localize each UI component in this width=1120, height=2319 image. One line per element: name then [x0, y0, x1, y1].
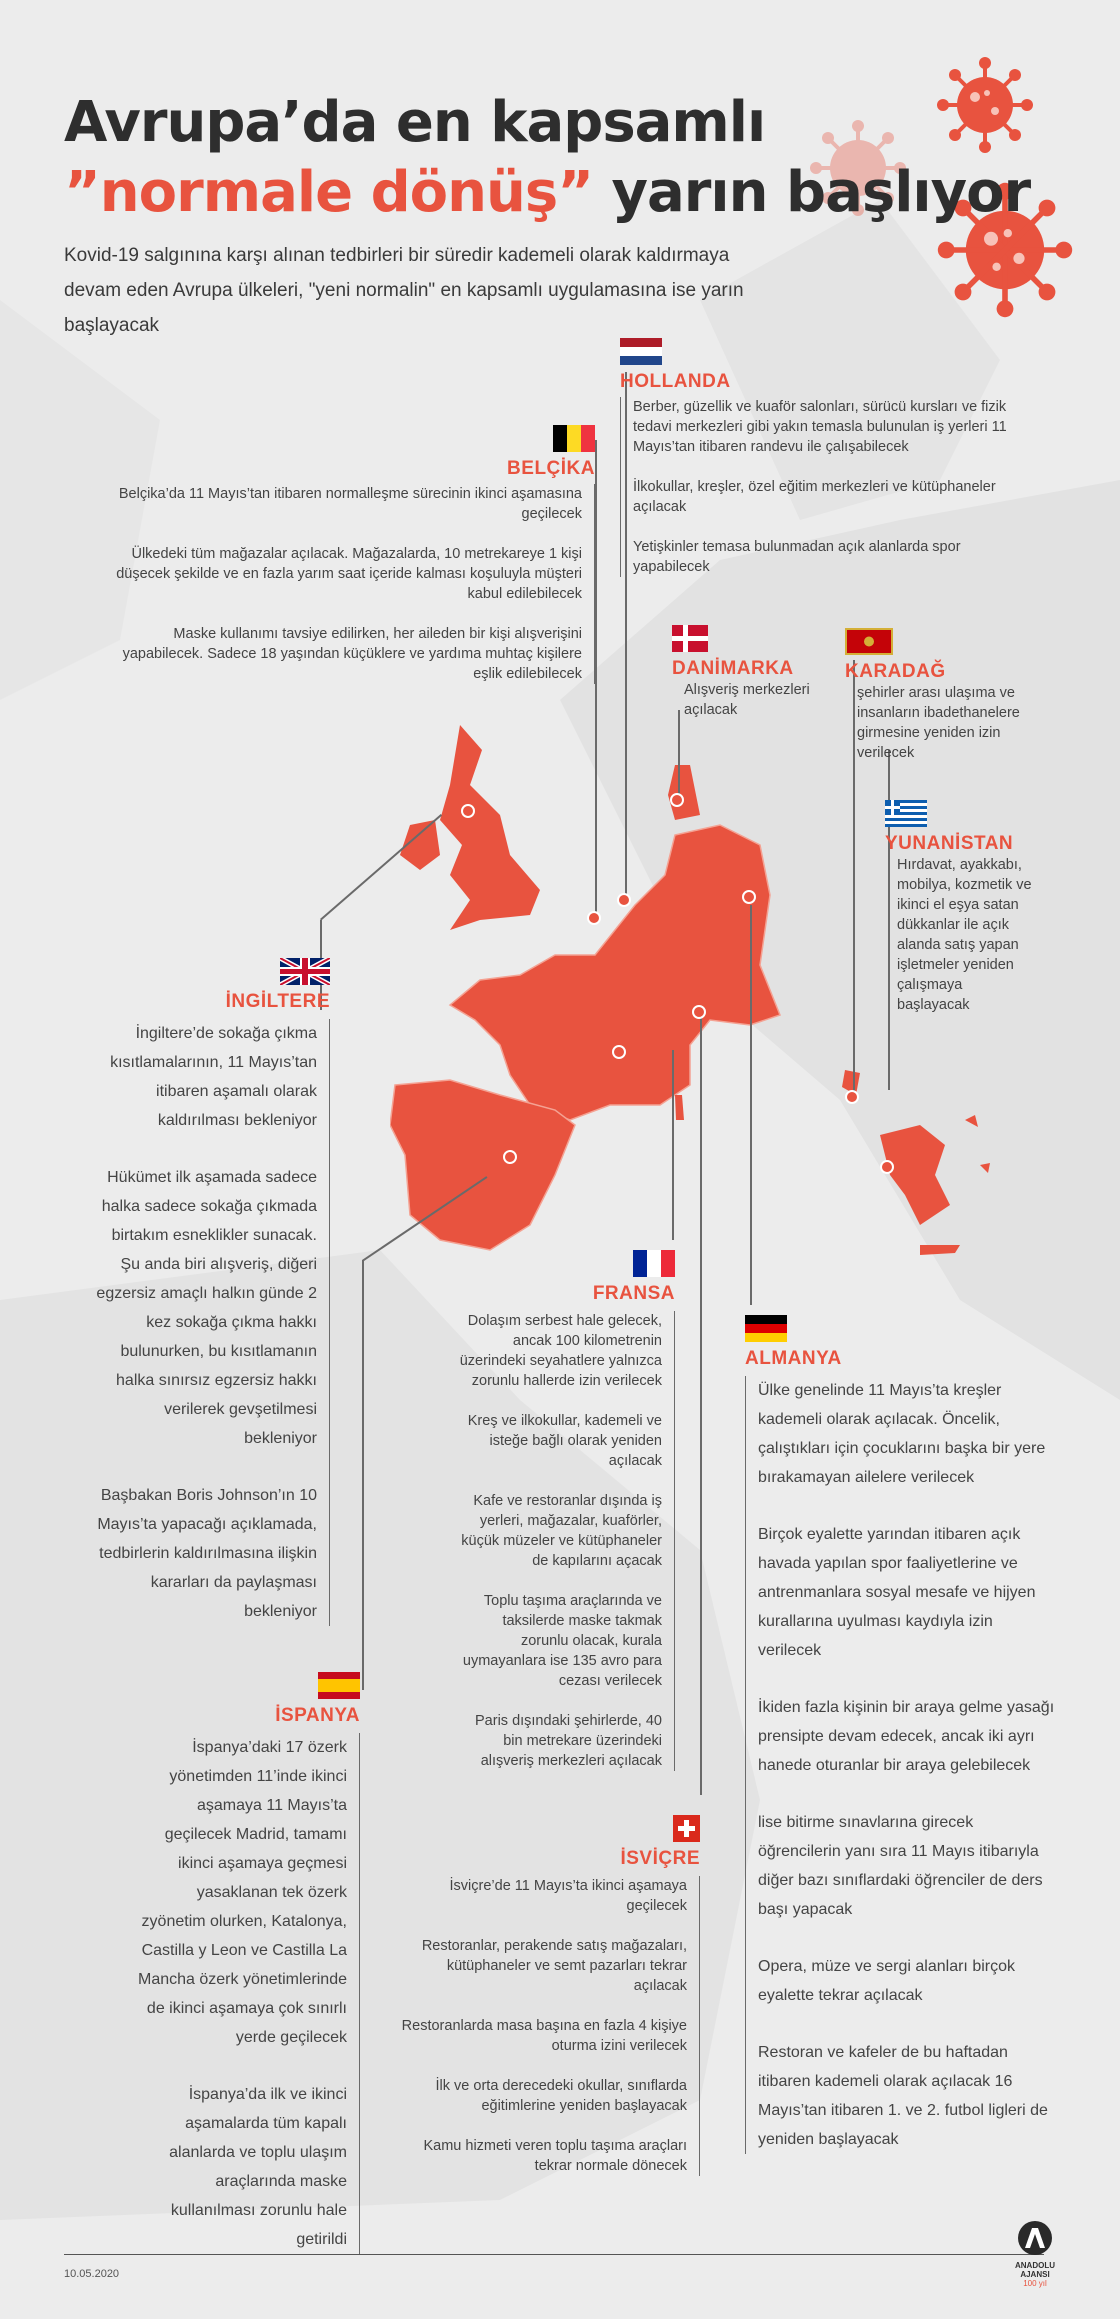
agency-logo: [1000, 2220, 1070, 2288]
info-item: Dolaşım serbest hale gelecek, ancak 100 kilometrenin üzerindeki seyahatlere yalnızca zorunlu hallerde izin verilecek: [459, 1313, 662, 1389]
info-item: Birçok eyalette yarından itibaren açık havada yapılan spor faaliyetlerine ve antrenmanlara sosyal mesafe ve hijyen kurallarına uyulması kaydıyla izin verilecek: [758, 1526, 1036, 1659]
publish-date: 10.05.2020: [64, 2268, 120, 2280]
country-name: HOLLANDA: [620, 371, 731, 392]
france-flag-icon: [633, 1250, 675, 1277]
country-belcika: [115, 425, 595, 704]
country-name: KARADAĞ: [845, 661, 946, 682]
logo-sub: 100 yıl: [1023, 2279, 1047, 2288]
info-item: İngiltere’de sokağa çıkma kısıtlamalarının, 11 Mayıs’tan itibaren aşamalı olarak kaldırılması bekleniyor: [110, 1025, 317, 1129]
country-ingiltere: [90, 958, 330, 1654]
info-item: Paris dışındaki şehirlerde, 40 bin metrekare üzerindeki alışveriş merkezleri açılacak: [475, 1713, 662, 1769]
montenegro-flag-icon: [845, 628, 887, 655]
netherlands-flag-icon: [620, 338, 662, 365]
country-name: FRANSA: [592, 1283, 675, 1304]
country-danimarka: [672, 625, 832, 740]
map-marker[interactable]: [461, 804, 475, 818]
country-hollanda: [620, 338, 1020, 597]
info-item: Hükümet ilk aşamada sadece halka sadece sokağa çıkmada birtakım esneklikler sunacak. Şu anda biri alışveriş, diğeri egzersiz amaçlı halkın günde 2 kez sokağa çıkma hakkı bulunurken, bu kısıtlamanın halka sınırsız egzersiz hakkı verilerek gevşetilmesi bekleniyor: [96, 1169, 317, 1447]
info-item: İsviçre’de 11 Mayıs’ta ikinci aşamaya geçilecek: [449, 1878, 687, 1914]
map-marker[interactable]: [880, 1160, 894, 1174]
info-item: Belçika’da 11 Mayıs’tan itibaren normalleşme sürecinin ikinci aşamasına geçilecek: [118, 486, 582, 522]
info-item: Yetişkinler temasa bulunmadan açık alanlarda spor yapabilecek: [633, 539, 961, 575]
info-item: Kreş ve ilkokullar, kademeli ve isteğe bağlı olarak yeniden açılacak: [467, 1413, 662, 1469]
footer-divider: [64, 2254, 1044, 2255]
connector-line: [750, 905, 752, 1305]
country-name: İNGİLTERE: [225, 991, 330, 1012]
denmark-flag-icon: [672, 625, 714, 652]
info-item: şehirler arası ulaşıma ve insanların ibadethanelere girmesine yeniden izin verilecek: [857, 685, 1020, 761]
country-almanya: [745, 1315, 1055, 2182]
info-item: Kafe ve restoranlar dışında iş yerleri, mağazalar, kuaförler, küçük müzeler ve kütüphaneler de kapılarını açacak: [461, 1493, 662, 1569]
title-line1: Avrupa’da en kapsamlı: [64, 90, 766, 155]
intro-text: Kovid-19 salgınına karşı alınan tedbirleri bir süredir kademeli olarak kaldırmaya devam eden Avrupa ülkeleri, "yeni normalin" en kapsamlı uygulamasına ise yarın başlayacak: [64, 245, 744, 336]
connector-line: [362, 1260, 364, 1690]
country-isvicre: [400, 1815, 700, 2196]
info-item: Ülke genelinde 11 Mayıs’ta kreşler kademeli olarak açılacak. Öncelik, çalıştıkları için çocuklarını başka bir yere bırakamayan ailelere verilecek: [758, 1382, 1046, 1486]
country-karadag: [845, 628, 1025, 783]
uk-flag-icon: [280, 958, 330, 985]
map-marker[interactable]: [617, 893, 631, 907]
info-item: Berber, güzellik ve kuaför salonları, sürücü kursları ve fizik tedavi merkezleri gibi yakın temasla bulunulan iş yerleri 11 Mayıs’tan itibaren randevu ile çalışabilecek: [633, 399, 1007, 455]
connector-line: [700, 1015, 702, 1795]
country-ispanya: [130, 1672, 360, 2282]
country-fransa: [455, 1250, 675, 1791]
info-item: İlk ve orta derecedeki okullar, sınıflarda eğitimlerine yeniden başlayacak: [435, 2078, 687, 2114]
info-item: Restoranlarda masa başına en fazla 4 kişiye oturma izini verilecek: [401, 2018, 687, 2054]
country-name: BELÇİKA: [507, 458, 595, 479]
title-line2: yarın başlıyor: [611, 160, 1031, 225]
info-item: Ülkedeki tüm mağazalar açılacak. Mağazalarda, 10 metrekareye 1 kişi düşecek şekilde ve en fazla yarım saat içeride kalması koşuluyla müşteri kabul edilebilecek: [116, 546, 582, 602]
info-item: Restoran ve kafeler de bu haftadan itibaren kademeli olarak açılacak 16 Mayıs’tan itibaren 1. ve 2. futbol ligleri de yeniden başlayacak: [758, 2044, 1048, 2148]
map-marker[interactable]: [670, 793, 684, 807]
info-item: Kamu hizmeti veren toplu taşıma araçları tekrar normale dönecek: [423, 2138, 687, 2174]
country-name: ALMANYA: [745, 1348, 842, 1369]
title-highlight: ”normale dönüş”: [64, 160, 594, 225]
connector-line: [595, 440, 597, 920]
info-item: Maske kullanımı tavsiye edilirken, her aileden bir kişi alışverişini yapabilecek. Sadece 18 yaşından küçüklere ve yardıma muhtaç kişilere eşlik edilebilecek: [122, 626, 582, 682]
connector-line: [672, 1050, 674, 1240]
aa-logo-icon: [1015, 2220, 1055, 2256]
switzerland-flag-icon: [673, 1815, 700, 1842]
map-marker[interactable]: [503, 1150, 517, 1164]
info-item: Restoranlar, perakende satış mağazaları, kütüphaneler ve semt pazarları tekrar açılacak: [421, 1938, 687, 1994]
map-marker[interactable]: [845, 1090, 859, 1104]
info-item: Başbakan Boris Johnson’ın 10 Mayıs’ta yapacağı açıklamada, tedbirlerin kaldırılmasına ilişkin kararları da paylaşması bekleniyor: [97, 1487, 317, 1620]
country-name: DANİMARKA: [672, 658, 794, 679]
spain-flag-icon: [318, 1672, 360, 1699]
country-name: İSPANYA: [275, 1705, 360, 1726]
info-item: İkiden fazla kişinin bir araya gelme yasağı prensipte devam edecek, ancak iki ayrı hanede oturanlar bir araya gelebilecek: [758, 1699, 1055, 1774]
logo-text: ANADOLU AJANSI: [1015, 2261, 1055, 2279]
country-name: İSVİÇRE: [620, 1848, 700, 1869]
belgium-flag-icon: [553, 425, 595, 452]
info-item: lise bitirme sınavlarına girecek öğrencilerin yanı sıra 11 Mayıs itibarıyla diğer bazı sınıflardaki öğrenciler de ders başı yapacak: [758, 1814, 1043, 1918]
country-yunanistan: [885, 800, 1035, 1035]
info-item: Toplu taşıma araçlarında ve taksilerde maske takmak zorunlu olacak, kurala uymayanlara ise 135 avro para cezası verilecek: [462, 1593, 662, 1689]
info-item: İlkokullar, kreşler, özel eğitim merkezleri ve kütüphaneler açılacak: [633, 479, 996, 515]
country-name: YUNANİSTAN: [885, 833, 1014, 854]
map-marker[interactable]: [587, 911, 601, 925]
germany-flag-icon: [745, 1315, 787, 1342]
info-item: Opera, müze ve sergi alanları birçok eyalette tekrar açılacak: [758, 1958, 1015, 2004]
info-item: İspanya’daki 17 özerk yönetimden 11’inde ikinci aşamaya 11 Mayıs’ta geçilecek Madrid, tamamı ikinci aşamaya geçmesi yasaklanan tek özerk zyönetim olurken, Katalonya, Castilla y Leon ve Castilla La Mancha özerk yönetimlerinde de ikinci aşamaya çok sınırlı yerde geçilecek: [138, 1739, 347, 2046]
map-marker[interactable]: [742, 890, 756, 904]
map-marker[interactable]: [692, 1005, 706, 1019]
info-item: İspanya’da ilk ve ikinci aşamalarda tüm kapalı alanlarda ve toplu ulaşım araçlarında maske kullanılması zorunlu hale getirildi: [169, 2086, 347, 2248]
info-item: Alışveriş merkezleri açılacak: [684, 682, 810, 718]
info-item: Hırdavat, ayakkabı, mobilya, kozmetik ve ikinci el eşya satan dükkanlar ile açık alanda satış yapan işletmeler yeniden çalışmaya başlayacak: [897, 857, 1032, 1013]
map-marker[interactable]: [612, 1045, 626, 1059]
greece-flag-icon: [885, 800, 927, 827]
page-title: [64, 88, 1030, 228]
